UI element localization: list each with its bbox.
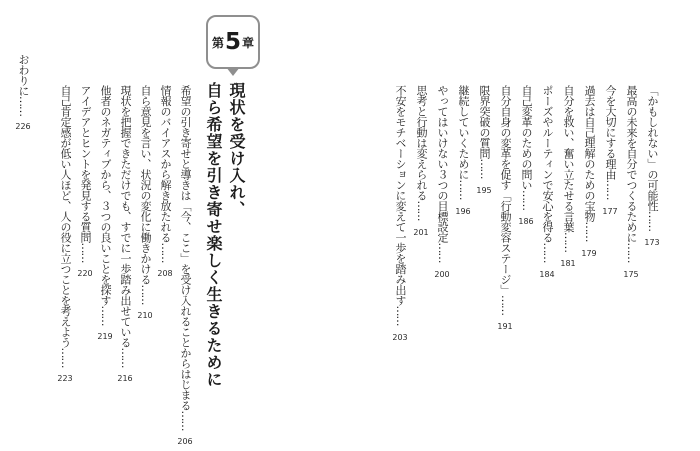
entry-page-number: 226: [15, 122, 31, 131]
toc-entry: [115, 85, 135, 447]
closing-entry: [13, 54, 33, 174]
entry-page-number: 216: [117, 373, 133, 383]
dotted-leader: ……: [139, 284, 152, 305]
entry-label: 自分を救い、奮い立たせる言葉: [562, 85, 575, 232]
entry-label: 情報のバイアスから解き放たれる: [159, 85, 172, 243]
dotted-leader: ……: [415, 200, 428, 221]
entry-page-number: 175: [623, 269, 639, 279]
toc-entry: [516, 85, 537, 441]
chapter-title: [202, 82, 248, 388]
toc-entry: [432, 85, 453, 441]
toc-entry: [95, 85, 115, 447]
toc-entry: [558, 85, 579, 441]
entry-page-number: 201: [413, 227, 429, 237]
entry-label: 自ら意見を言い、状況の変化に働きかける: [139, 85, 152, 285]
entry-label: 今を大切にする理由: [604, 85, 617, 180]
entry-label: 過去は自己理解のための宝物: [583, 85, 596, 222]
entry-page-number: 195: [476, 185, 492, 195]
entry-label: おわりに: [17, 54, 30, 96]
chapter-badge-number: 5: [224, 28, 241, 55]
toc-entry: [411, 85, 432, 441]
entry-label: 自己肯定感が低い人ほど、人の役に立つことを考えよう: [59, 85, 72, 348]
toc-entry: [537, 85, 558, 441]
dotted-leader: ……: [179, 410, 192, 431]
entry-label: 最高の未来を自分でつくるために: [625, 85, 638, 243]
entry-label: 希望の引き寄せと導きは「今、ここ」を受け入れることからはじまる: [179, 85, 192, 411]
entry-label: 「かもしれない」の可能性: [646, 85, 659, 211]
entry-page-number: 191: [497, 322, 513, 331]
entry-page-number: 200: [434, 269, 450, 279]
toc-entry: [13, 54, 33, 174]
chapter-badge-prefix: 第: [211, 35, 224, 50]
entry-label: 不安をモチベーションに変えて一歩を踏み出す: [394, 85, 407, 306]
entry-label: 現状を把握できただけでも、すでに一歩踏み出せている: [119, 85, 132, 348]
dotted-leader: ……: [79, 242, 92, 263]
dotted-leader: ……: [604, 179, 617, 200]
toc-entry: [75, 85, 95, 447]
dotted-leader: ……: [436, 242, 449, 263]
entry-page-number: 206: [177, 436, 193, 446]
entry-label: 自己変革のための問い: [520, 85, 533, 190]
entry-page-number: 186: [518, 217, 534, 226]
dotted-leader: ……: [394, 305, 407, 326]
left-page-toc-entries: [55, 85, 195, 447]
entry-label: ポーズやルーティンで安心を得る: [541, 85, 554, 243]
entry-page-number: 223: [57, 373, 73, 383]
entry-page-number: 208: [157, 268, 173, 278]
entry-page-number: 210: [137, 310, 153, 320]
entry-label: 限界突破の質問: [478, 85, 491, 159]
dotted-leader: ……: [520, 190, 533, 210]
toc-entry: [579, 85, 600, 441]
toc-entry: [600, 85, 621, 441]
dotted-leader: ……: [59, 347, 72, 368]
dotted-leader: ……: [583, 221, 596, 242]
toc-entry: [175, 85, 195, 447]
dotted-leader: ……: [625, 242, 638, 263]
toc-entry: [474, 85, 495, 441]
entry-page-number: 177: [602, 206, 618, 216]
dotted-leader: ……: [457, 179, 470, 200]
dotted-leader: ……: [17, 96, 30, 116]
entry-page-number: 196: [455, 206, 471, 216]
entry-label: 思考と行動は変えられる: [415, 85, 428, 201]
chapter-badge: [206, 15, 260, 69]
entry-page-number: 220: [77, 268, 93, 278]
toc-entry: [390, 85, 411, 441]
entry-page-number: 219: [97, 331, 113, 341]
toc-entry: [642, 85, 663, 441]
entry-label: 自分自身の変革を促す「行動変容ステージ」: [499, 85, 512, 295]
chapter-title-line-2: 自ら希望を引き寄せ楽しく生きるために: [204, 82, 223, 388]
right-page-toc-entries: [390, 85, 663, 441]
toc-entry: [495, 85, 516, 441]
entry-label: やってはいけない３つの目標設定: [436, 85, 449, 243]
chapter-badge-suffix: 章: [242, 35, 255, 50]
entry-page-number: 181: [560, 259, 576, 268]
dotted-leader: ……: [119, 347, 132, 368]
entry-page-number: 203: [392, 332, 408, 342]
entry-page-number: 173: [644, 238, 660, 247]
chapter-title-line-1: 現状を受け入れ、: [227, 82, 246, 218]
entry-label: 他者のネガティブから、３つの良いことを探す: [99, 85, 112, 306]
toc-entry: [621, 85, 642, 441]
dotted-leader: ……: [646, 211, 659, 231]
entry-label: 継続していくために: [457, 85, 470, 180]
speech-bubble-tail-icon: [226, 67, 240, 76]
dotted-leader: ……: [478, 158, 491, 179]
dotted-leader: ……: [499, 295, 512, 315]
entry-page-number: 179: [581, 248, 597, 258]
toc-entry: [155, 85, 175, 447]
entry-page-number: 184: [539, 269, 555, 279]
toc-entry: [453, 85, 474, 441]
toc-entry: [135, 85, 155, 447]
dotted-leader: ……: [99, 305, 112, 326]
entry-label: アイデアとヒントを発見する質問: [79, 85, 92, 243]
dotted-leader: ……: [562, 232, 575, 252]
dotted-leader: ……: [159, 242, 172, 263]
dotted-leader: ……: [541, 242, 554, 263]
toc-entry: [55, 85, 75, 447]
